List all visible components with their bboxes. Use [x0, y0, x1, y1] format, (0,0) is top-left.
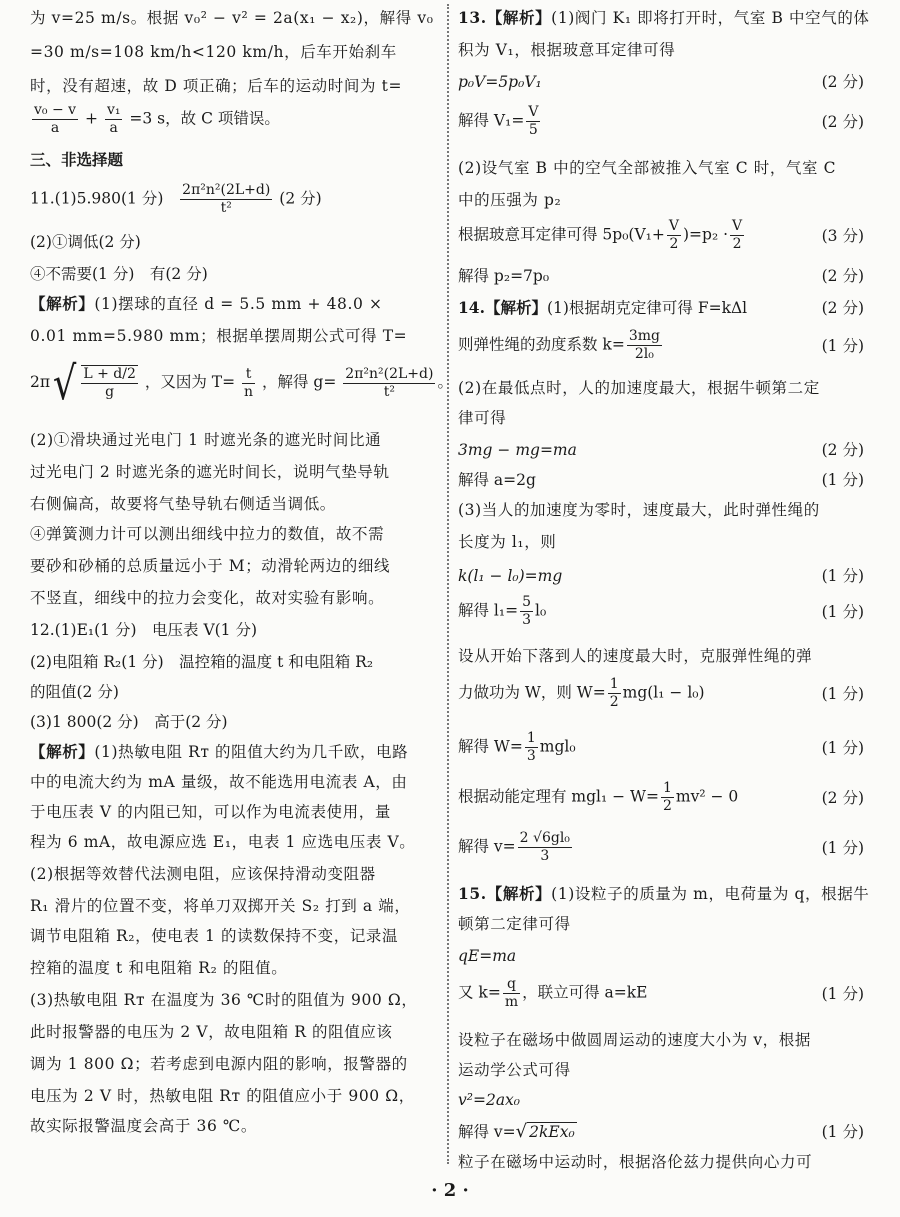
text-line: 此时报警器的电压为 2 V，故电阻箱 R 的阻值应该	[30, 1023, 393, 1041]
text-line: 设粒子在磁场中做圆周运动的速度大小为 v，根据	[458, 1031, 811, 1049]
text-line: 时，没有超速，故 D 项正确；后车的运动时间为 t=	[30, 77, 403, 95]
score: (1 分)	[821, 685, 864, 703]
answer-line: 11.(1)5.980(1 分) $\frac{\text{2π²n²(2L+d)}}{\text{t²}}$ (2 分)	[30, 182, 322, 216]
text-line: 粒子在磁场中运动时，根据洛伦兹力提供向心力可	[458, 1153, 813, 1171]
text-line: 15.【解析】(1)设粒子的质量为 m，电荷量为 q，根据牛	[458, 884, 870, 903]
score: (1 分)	[821, 839, 864, 857]
text-line: 为 v=25 m/s。根据 v₀² − v² = 2a(x₁ − x₂)，解得 v₀	[30, 9, 434, 27]
score: (1 分)	[821, 603, 864, 621]
text-line: 于电压表 V 的内阻已知，可以作为电流表使用，量	[30, 803, 391, 821]
fraction: $\frac{q}{m}$	[504, 976, 519, 1010]
text-line: 调为 1 800 Ω；若考虑到电源内阻的影响，报警器的	[30, 1055, 408, 1073]
text-line: 13.【解析】(1)阀门 K₁ 即将打开时，气室 B 中空气的体	[458, 8, 870, 27]
formula-line: 解得 a=2g (1 分)	[458, 471, 864, 489]
score: (3 分)	[821, 227, 864, 245]
formula-line: 解得 v=√ 2kEx₀ (1 分)	[458, 1121, 864, 1142]
formula-line: k(l₁ − l₀)=mg (1 分)	[458, 567, 864, 585]
text-line: (2)根据等效替代法测电阻，应该保持滑动变阻器	[30, 865, 376, 883]
text-line: ④弹簧测力计可以测出细线中拉力的数值，故不需	[30, 525, 385, 543]
text-line: 故实际报警温度会高于 36 ℃。	[30, 1117, 258, 1135]
fraction: $\frac{V}{5}$	[528, 104, 539, 138]
text-line: 的阻值(2 分)	[30, 683, 119, 701]
text-line: 长度为 l₁，则	[458, 533, 557, 551]
score: (2 分)	[821, 73, 864, 91]
text-line: (2)电阻箱 R₂(1 分) 温控箱的温度 t 和电阻箱 R₂	[30, 653, 374, 671]
score: (1 分)	[821, 1123, 864, 1141]
text-line: =30 m/s=108 km/h<120 km/h，后车开始刹车	[30, 43, 397, 61]
formula-line: 14.【解析】(1)根据胡克定律可得 F=kΔl (2 分)	[458, 298, 864, 317]
formula-line: 又 k= $\frac{q}{m}$ ，联立可得 a=kE (1 分)	[458, 976, 864, 1010]
fraction: $\frac{L + d/2}{g}$	[83, 366, 136, 400]
fraction: $\frac{5}{3}$	[522, 594, 532, 628]
fraction: $\frac{t}{n}$	[244, 365, 254, 400]
text-line: (3)1 800(2 分) 高于(2 分)	[30, 713, 228, 731]
text-line: 程为 6 mA，故电源应选 E₁，电表 1 应选电压表 V。	[30, 833, 416, 851]
formula-line: 解得 W= $\frac{1}{3}$ mgl₀ (1 分)	[458, 730, 864, 764]
text-line: 右侧偏高，故要将气垫导轨右侧适当调低。	[30, 495, 336, 513]
formula-line: qE=ma	[458, 947, 517, 965]
score: (2 分)	[821, 441, 864, 459]
column-divider	[447, 4, 449, 1164]
text-line: 律可得	[458, 409, 507, 427]
page-number: · 2 ·	[431, 1180, 469, 1201]
section-heading: 三、非选择题	[30, 150, 124, 169]
score: (1 分)	[821, 985, 864, 1003]
score: (1 分)	[821, 471, 864, 489]
text-line: 积为 V₁，根据玻意耳定律可得	[458, 41, 676, 59]
fraction: $\frac{\text{2π²n²(2L+d)}}{\text{t²}}$	[345, 365, 434, 400]
text-line: 过光电门 2 时遮光条的遮光时间长，说明气垫导轨	[30, 463, 390, 481]
text-line: (3)热敏电阻 Rᴛ 在温度为 36 ℃时的阻值为 900 Ω，	[30, 991, 418, 1009]
formula-line: 解得 p₂=7p₀ (2 分)	[458, 267, 864, 285]
text-line: 运动学公式可得	[458, 1061, 571, 1079]
formula-line: 力做功为 W，则 W= $\frac{1}{2}$ mg(l₁ − l₀) (1 分)	[458, 676, 864, 710]
formula-line: v²=2ax₀	[458, 1091, 521, 1109]
score: (2 分)	[821, 113, 864, 131]
text-line: (2)①调低(2 分)	[30, 233, 141, 251]
formula-line: 根据玻意耳定律可得 5p₀(V₁+ $\frac{V}{2}$ )=p₂ · $\frac{V}{2}$ (3 分)	[458, 218, 864, 252]
score: (2 分)	[821, 267, 864, 285]
score: (1 分)	[821, 567, 864, 585]
fraction: $\frac{1}{3}$	[526, 730, 536, 764]
text-line: (3)当人的加速度为零时，速度最大，此时弹性绳的	[458, 501, 820, 519]
fraction: $\frac{V}{2}$	[732, 218, 743, 252]
formula-line: 3mg − mg=ma (2 分)	[458, 441, 864, 459]
score: (2 分)	[821, 789, 864, 807]
text-line: 【解析】(1)摆球的直径 d = 5.5 mm + 48.0 ×	[30, 294, 383, 313]
fraction: $\frac{3mg}{\text{2l₀}}$	[628, 328, 660, 362]
text-line: (2)设气室 B 中的空气全部被推入气室 C 时，气室 C	[458, 159, 837, 177]
text-line: 顿第二定律可得	[458, 915, 571, 933]
text-line: 要砂和砂桶的总质量远小于 M；动滑轮两边的细线	[30, 557, 391, 575]
formula-line: p₀V=5p₀V₁ (2 分)	[458, 73, 864, 91]
text-line: 电压为 2 V 时，热敏电阻 Rᴛ 的阻值应小于 900 Ω，	[30, 1087, 415, 1105]
score: (1 分)	[821, 739, 864, 757]
text-line: 不竖直，细线中的拉力会变化，故对实验有影响。	[30, 589, 385, 607]
fraction: $\frac{\text{2 √6gl₀}}{3}$	[519, 830, 570, 864]
formula-line: 解得 l₁= $\frac{5}{3}$ l₀ (1 分)	[458, 594, 864, 628]
fraction: $\frac{\text{v₀ − v}}{a}$	[34, 102, 77, 136]
fraction: $\frac{\text{v₁}}{a}$	[106, 102, 121, 136]
text-line: 【解析】(1)热敏电阻 Rᴛ 的阻值大约为几千欧，电路	[30, 742, 409, 761]
fraction: $\frac{1}{2}$	[662, 780, 672, 814]
text-line: ④不需要(1 分) 有(2 分)	[30, 265, 208, 283]
score: (1 分)	[821, 337, 864, 355]
text-line: 0.01 mm=5.980 mm；根据单摆周期公式可得 T=	[30, 327, 408, 345]
formula-line: 解得 V₁= $\frac{V}{5}$ (2 分)	[458, 104, 864, 138]
text-line: 中的压强为 p₂	[458, 191, 562, 209]
text-line: 12.(1)E₁(1 分) 电压表 V(1 分)	[30, 621, 258, 639]
text-line: 设从开始下落到人的速度最大时，克服弹性绳的弹	[458, 647, 813, 665]
formula-line: 2π√ $\frac{L + d/2}{g}$ ，又因为 T= $\frac{t}{n}$ ，解得 g= $\frac{\text{2π²n²(2L+d)}}{\text{t²}}$ 。	[30, 356, 453, 410]
text-line: 中的电流大约为 mA 量级，故不能选用电流表 A，由	[30, 773, 408, 791]
text-line: (2)①滑块通过光电门 1 时遮光条的遮光时间比通	[30, 431, 382, 449]
text-line: R₁ 滑片的位置不变，将单刀双掷开关 S₂ 打到 a 端，	[30, 897, 411, 915]
formula-line: 则弹性绳的劲度系数 k= $\frac{3mg}{\text{2l₀}}$ (1 分)	[458, 328, 864, 362]
text-line: (2)在最低点时，人的加速度最大，根据牛顿第二定	[458, 379, 820, 397]
fraction: $\frac{\text{2π²n²(2L+d)}}{\text{t²}}$	[182, 182, 271, 216]
text-line: 调节电阻箱 R₂，使电表 1 的读数保持不变，记录温	[30, 927, 399, 945]
formula-line: 解得 v= $\frac{\text{2 √6gl₀}}{3}$ (1 分)	[458, 830, 864, 864]
fraction: $\frac{V}{2}$	[668, 218, 679, 252]
formula-line: $\frac{\text{v₀ − v}}{a}$ + $\frac{\text{v₁}}{a}$ =3 s，故 C 项错误。	[34, 102, 280, 136]
formula-line: 根据动能定理有 mgl₁ − W= $\frac{1}{2}$ mv² − 0 (2 分)	[458, 780, 864, 814]
fraction: $\frac{1}{2}$	[609, 676, 619, 710]
text-line: 控箱的温度 t 和电阻箱 R₂ 的阻值。	[30, 959, 288, 977]
score: (2 分)	[821, 299, 864, 317]
